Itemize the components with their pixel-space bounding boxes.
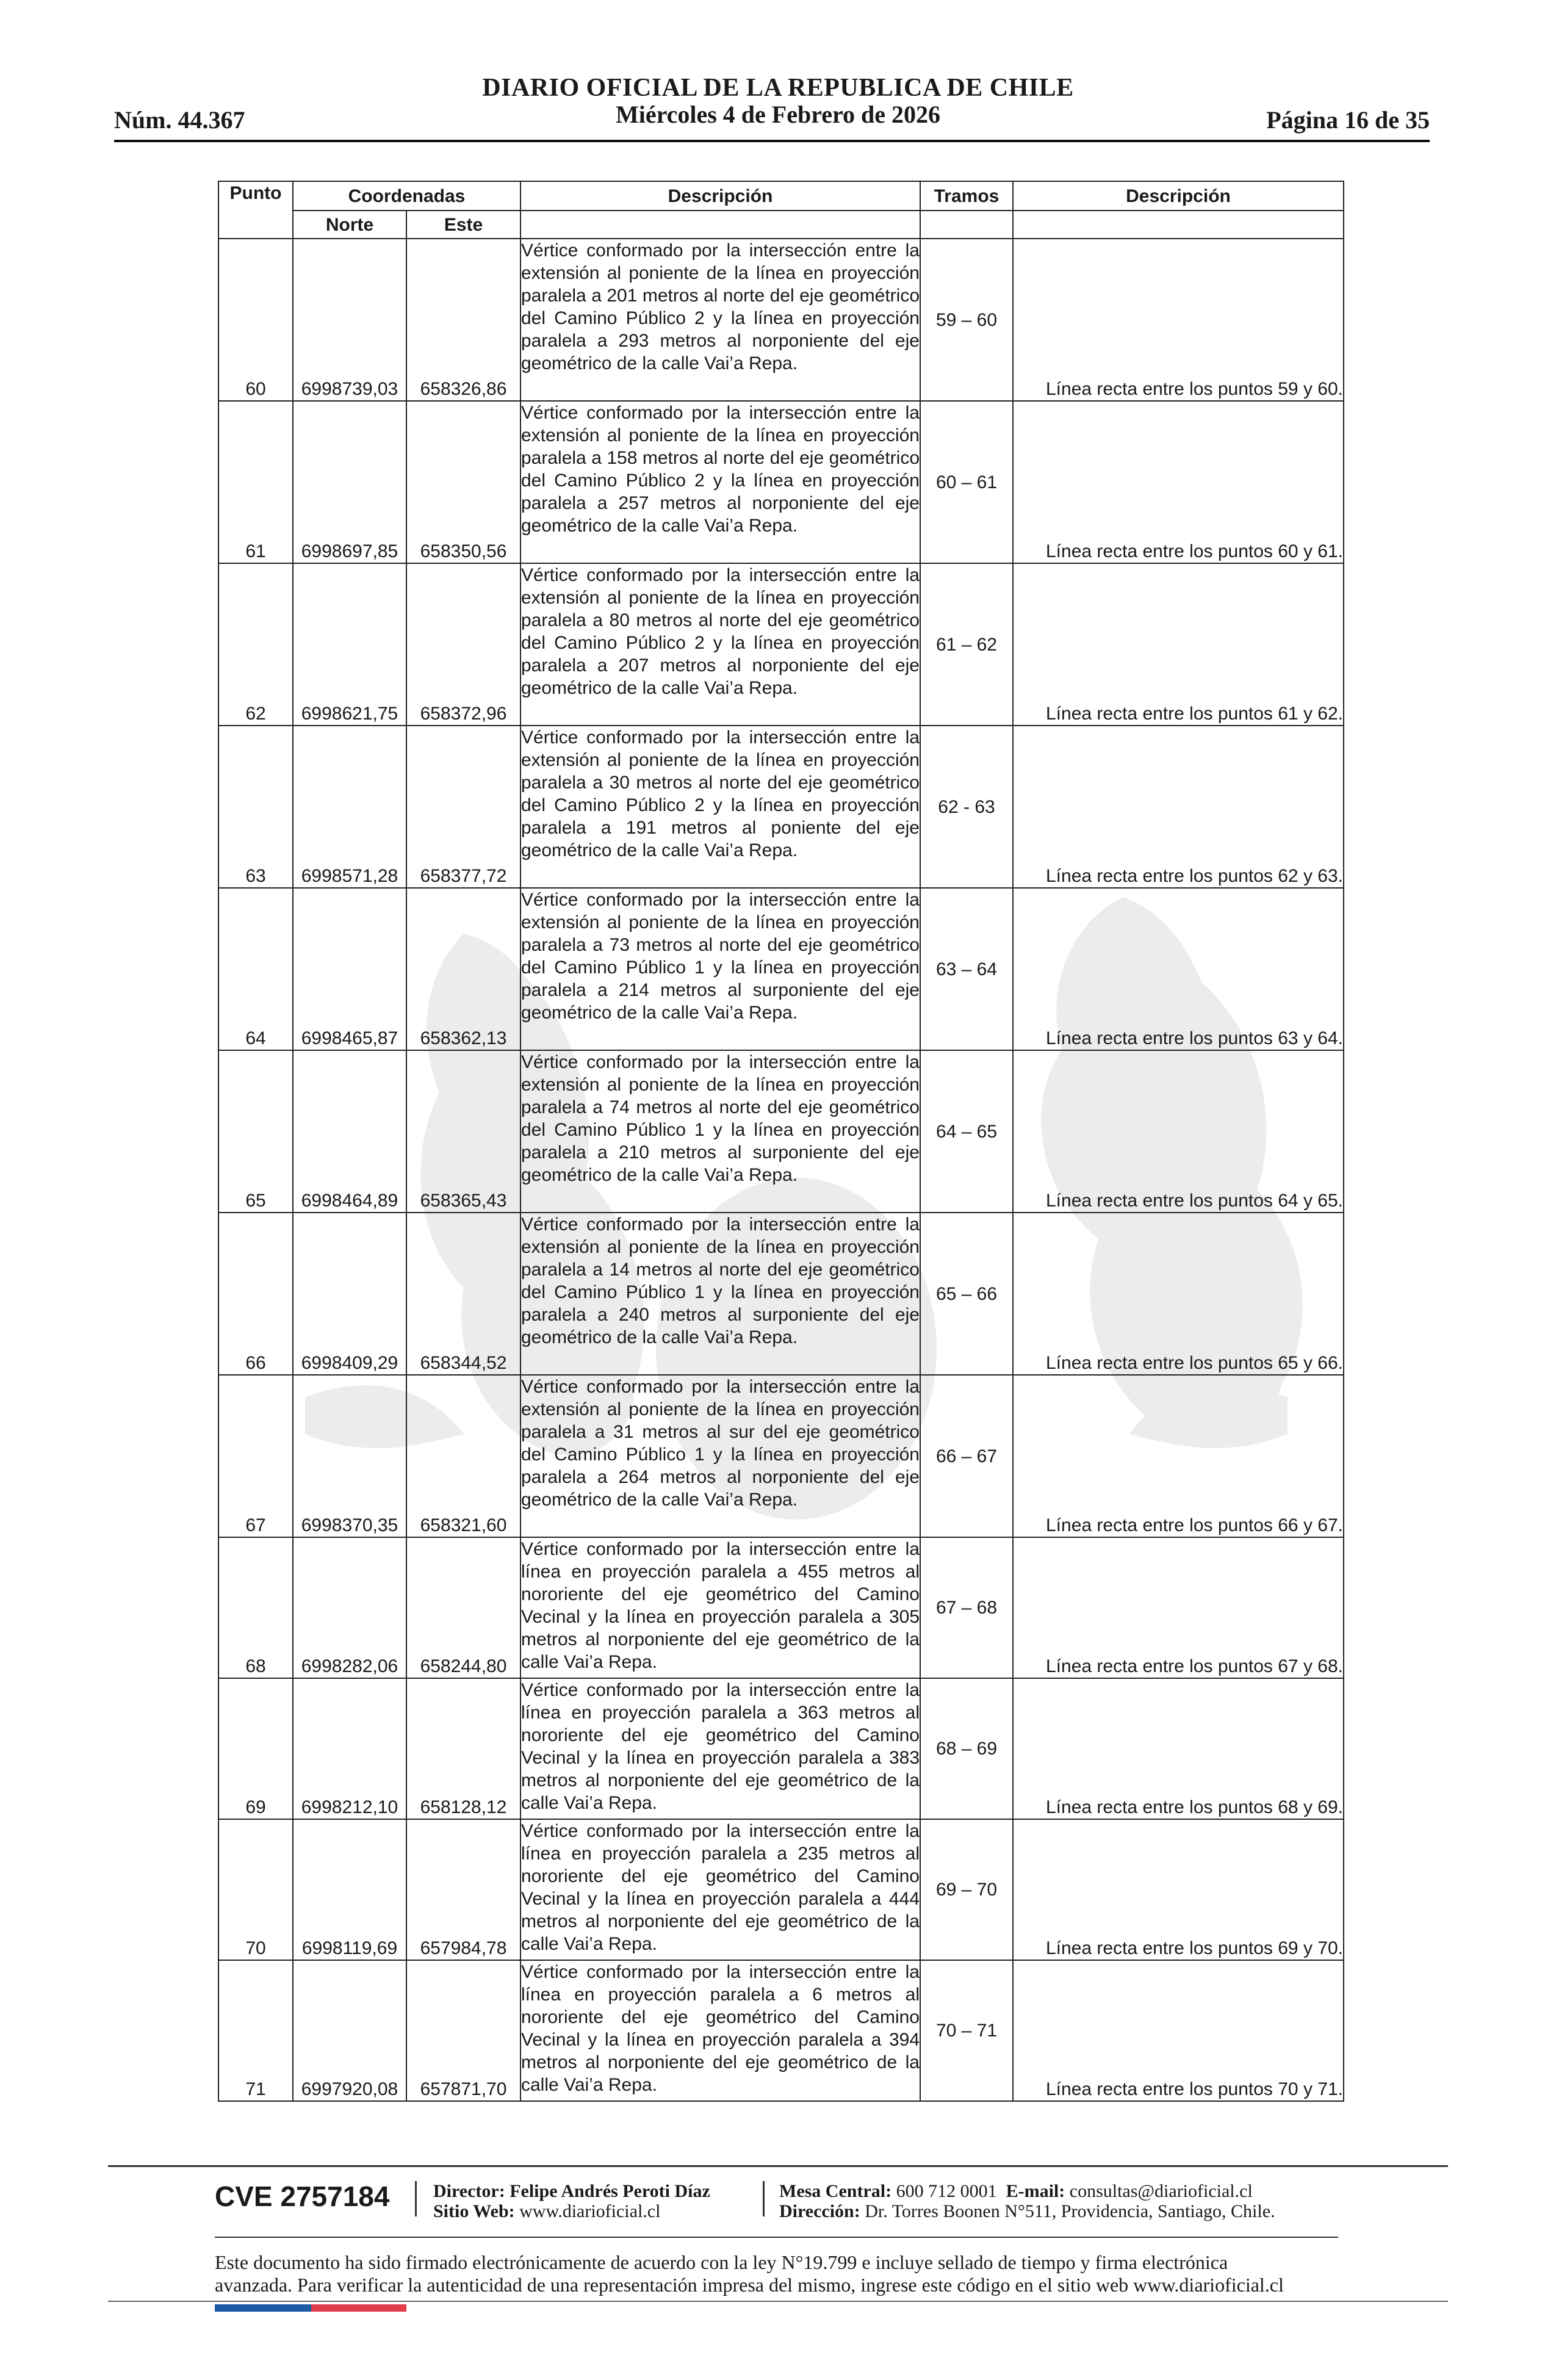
cell-descripcion: Vértice conformado por la intersección entre la extensión al poniente de la línea en proyección paralela a 80 metros al norte del eje geométrico del Camino Público 2 y la línea en proyección paralela a 207 metros al norponiente del eje geométrico de la calle Vai’a Repa. [520,563,920,726]
cell-este: 658377,72 [406,726,520,888]
cell-tramo: 67 – 68 [920,1537,1013,1678]
cell-punto: 71 [218,1960,293,2101]
footer-separator [763,2181,765,2216]
email-link[interactable]: consultas@diarioficial.cl [1069,2181,1253,2201]
cell-norte: 6998409,29 [293,1213,406,1375]
cell-tramo-descripcion: Línea recta entre los puntos 64 y 65. [1013,1050,1344,1213]
table-row [218,1960,1344,2101]
header-empty [920,211,1013,239]
phone-number: 600 712 0001 [896,2181,997,2201]
header-norte: Norte [293,211,406,239]
phone-label: Mesa Central: [779,2181,892,2201]
cell-este: 658321,60 [406,1375,520,1537]
director-label: Director: [433,2181,505,2201]
cell-norte: 6998465,87 [293,888,406,1050]
footer-divider [108,2165,1448,2167]
cell-tramo: 70 – 71 [920,1960,1013,2101]
table-row [218,1213,1344,1375]
cell-descripcion: Vértice conformado por la intersección entre la extensión al poniente de la línea en proyección paralela a 201 metros al norte del eje geométrico del Camino Público 2 y la línea en proyección paralela a 293 metros al norponiente del eje geométrico de la calle Vai’a Repa. [520,239,920,401]
cell-tramo-descripcion: Línea recta entre los puntos 67 y 68. [1013,1537,1344,1678]
header-descripcion: Descripción [520,181,920,211]
cell-este: 658350,56 [406,401,520,563]
cell-tramo: 59 – 60 [920,239,1013,401]
header-empty [1013,211,1344,239]
cell-norte: 6998282,06 [293,1537,406,1678]
publication-title: DIARIO OFICIAL DE LA REPUBLICA DE CHILE [482,74,1074,102]
cell-tramo-descripcion: Línea recta entre los puntos 66 y 67. [1013,1375,1344,1537]
cell-tramo: 62 - 63 [920,726,1013,888]
publication-date: Miércoles 4 de Febrero de 2026 [615,100,941,128]
cell-tramo: 65 – 66 [920,1213,1013,1375]
cell-este: 658362,13 [406,888,520,1050]
header-tramos: Tramos [920,181,1013,211]
cell-tramo: 68 – 69 [920,1678,1013,1819]
cell-norte: 6998212,10 [293,1678,406,1819]
cell-norte: 6997920,08 [293,1960,406,2101]
cell-tramo: 63 – 64 [920,888,1013,1050]
cell-tramo: 61 – 62 [920,563,1013,726]
cell-norte: 6998621,75 [293,563,406,726]
cell-norte: 6998571,28 [293,726,406,888]
footer-divider [108,2301,1448,2302]
table-subheader-row [218,211,1344,239]
legal-line: avanzada. Para verificar la autenticidad de una representación impresa del mismo, ingrese este código en el sitio web www.diarioficial.cl [215,2274,1284,2296]
address-text: Dr. Torres Boonen N°511, Providencia, Santiago, Chile. [865,2201,1275,2221]
cell-descripcion: Vértice conformado por la intersección entre la línea en proyección paralela a 363 metros al nororiente del eje geométrico del Camino Vecinal y la línea en proyección paralela a 383 metros al norponiente del eje geométrico de la calle Vai’a Repa. [520,1678,920,1819]
cell-tramo-descripcion: Línea recta entre los puntos 59 y 60. [1013,239,1344,401]
cell-punto: 68 [218,1537,293,1678]
footer-divider [215,2237,1338,2238]
cell-tramo-descripcion: Línea recta entre los puntos 69 y 70. [1013,1819,1344,1960]
flag-stripe-blue [215,2304,311,2312]
cell-tramo-descripcion: Línea recta entre los puntos 70 y 71. [1013,1960,1344,2101]
cell-tramo-descripcion: Línea recta entre los puntos 62 y 63. [1013,726,1344,888]
cell-norte: 6998464,89 [293,1050,406,1213]
cell-este: 658244,80 [406,1537,520,1678]
footer-separator [415,2181,417,2216]
table-row [218,401,1344,563]
cell-descripcion: Vértice conformado por la intersección entre la extensión al poniente de la línea en proyección paralela a 73 metros al norte del eje geométrico del Camino Público 1 y la línea en proyección paralela a 214 metros al surponiente del eje geométrico de la calle Vai’a Repa. [520,888,920,1050]
cell-norte: 6998119,69 [293,1819,406,1960]
table-row [218,1537,1344,1678]
coordinates-table [218,181,1344,2102]
flag-stripe-red [311,2304,406,2312]
cell-norte: 6998739,03 [293,239,406,401]
table-row [218,726,1344,888]
table-row [218,1375,1344,1537]
cell-punto: 65 [218,1050,293,1213]
cell-punto: 67 [218,1375,293,1537]
cell-tramo: 69 – 70 [920,1819,1013,1960]
table-row [218,239,1344,401]
website-label: Sitio Web: [433,2201,515,2221]
legal-notice [215,2251,1341,2296]
cell-este: 658326,86 [406,239,520,401]
cell-tramo-descripcion: Línea recta entre los puntos 61 y 62. [1013,563,1344,726]
table-row [218,1819,1344,1960]
cell-descripcion: Vértice conformado por la intersección entre la línea en proyección paralela a 6 metros al nororiente del eje geométrico del Camino Vecinal y la línea en proyección paralela a 394 metros al norponiente del eje geométrico de la calle Vai’a Repa. [520,1960,920,2101]
header-coordenadas: Coordenadas [293,181,520,211]
cell-este: 658128,12 [406,1678,520,1819]
cell-descripcion: Vértice conformado por la intersección entre la extensión al poniente de la línea en proyección paralela a 74 metros al norte del eje geométrico del Camino Público 1 y la línea en proyección paralela a 210 metros al surponiente del eje geométrico de la calle Vai’a Repa. [520,1050,920,1213]
director-name: Felipe Andrés Peroti Díaz [510,2181,710,2201]
cell-descripcion: Vértice conformado por la intersección entre la línea en proyección paralela a 235 metros al nororiente del eje geométrico del Camino Vecinal y la línea en proyección paralela a 444 metros al norponiente del eje geométrico de la calle Vai’a Repa. [520,1819,920,1960]
cell-tramo-descripcion: Línea recta entre los puntos 63 y 64. [1013,888,1344,1050]
cell-punto: 60 [218,239,293,401]
cell-tramo-descripcion: Línea recta entre los puntos 65 y 66. [1013,1213,1344,1375]
cell-este: 658372,96 [406,563,520,726]
cell-descripcion: Vértice conformado por la intersección entre la línea en proyección paralela a 455 metros al nororiente del eje geométrico del Camino Vecinal y la línea en proyección paralela a 305 metros al norponiente del eje geométrico de la calle Vai’a Repa. [520,1537,920,1678]
page-indicator: Página 16 de 35 [1266,106,1430,134]
cell-descripcion: Vértice conformado por la intersección entre la extensión al poniente de la línea en proyección paralela a 30 metros al norte del eje geométrico del Camino Público 2 y la línea en proyección paralela a 191 metros al poniente del eje geométrico de la calle Vai’a Repa. [520,726,920,888]
cell-descripcion: Vértice conformado por la intersección entre la extensión al poniente de la línea en proyección paralela a 14 metros al norte del eje geométrico del Camino Público 1 y la línea en proyección paralela a 240 metros al surponiente del eje geométrico de la calle Vai’a Repa. [520,1213,920,1375]
table-row [218,888,1344,1050]
cell-tramo: 60 – 61 [920,401,1013,563]
cell-punto: 64 [218,888,293,1050]
cell-este: 658365,43 [406,1050,520,1213]
cell-punto: 70 [218,1819,293,1960]
cell-norte: 6998370,35 [293,1375,406,1537]
cell-este: 657984,78 [406,1819,520,1960]
email-label: E-mail: [1006,2181,1065,2201]
header-punto: Punto [218,181,293,239]
cell-descripcion: Vértice conformado por la intersección entre la extensión al poniente de la línea en proyección paralela a 158 metros al norte del eje geométrico del Camino Público 2 y la línea en proyección paralela a 257 metros al norponiente del eje geométrico de la calle Vai’a Repa. [520,401,920,563]
cve-code: CVE 2757184 [215,2180,390,2212]
footer-editorial [433,2181,710,2221]
cell-este: 657871,70 [406,1960,520,2101]
cell-norte: 6998697,85 [293,401,406,563]
header-descripcion-tramo: Descripción [1013,181,1344,211]
cell-punto: 61 [218,401,293,563]
header-empty [520,211,920,239]
table-row [218,1050,1344,1213]
cell-punto: 62 [218,563,293,726]
header-divider [114,140,1430,142]
table-header-row [218,181,1344,211]
cell-tramo-descripcion: Línea recta entre los puntos 68 y 69. [1013,1678,1344,1819]
cell-este: 658344,52 [406,1213,520,1375]
header-este: Este [406,211,520,239]
cell-punto: 63 [218,726,293,888]
issue-number: Núm. 44.367 [114,106,245,134]
legal-line: Este documento ha sido firmado electrónicamente de acuerdo con la ley N°19.799 e incluye sellado de tiempo y firma electrónica [215,2251,1228,2273]
footer-contact [779,2181,1275,2221]
cell-punto: 69 [218,1678,293,1819]
cell-tramo: 66 – 67 [920,1375,1013,1537]
cell-punto: 66 [218,1213,293,1375]
table-row [218,563,1344,726]
website-link[interactable]: www.diarioficial.cl [519,2201,661,2221]
cell-tramo: 64 – 65 [920,1050,1013,1213]
table-row [218,1678,1344,1819]
address-label: Dirección: [779,2201,860,2221]
cell-descripcion: Vértice conformado por la intersección entre la extensión al poniente de la línea en proyección paralela a 31 metros al sur del eje geométrico del Camino Público 1 y la línea en proyección paralela a 264 metros al norponiente del eje geométrico de la calle Vai’a Repa. [520,1375,920,1537]
cell-tramo-descripcion: Línea recta entre los puntos 60 y 61. [1013,401,1344,563]
